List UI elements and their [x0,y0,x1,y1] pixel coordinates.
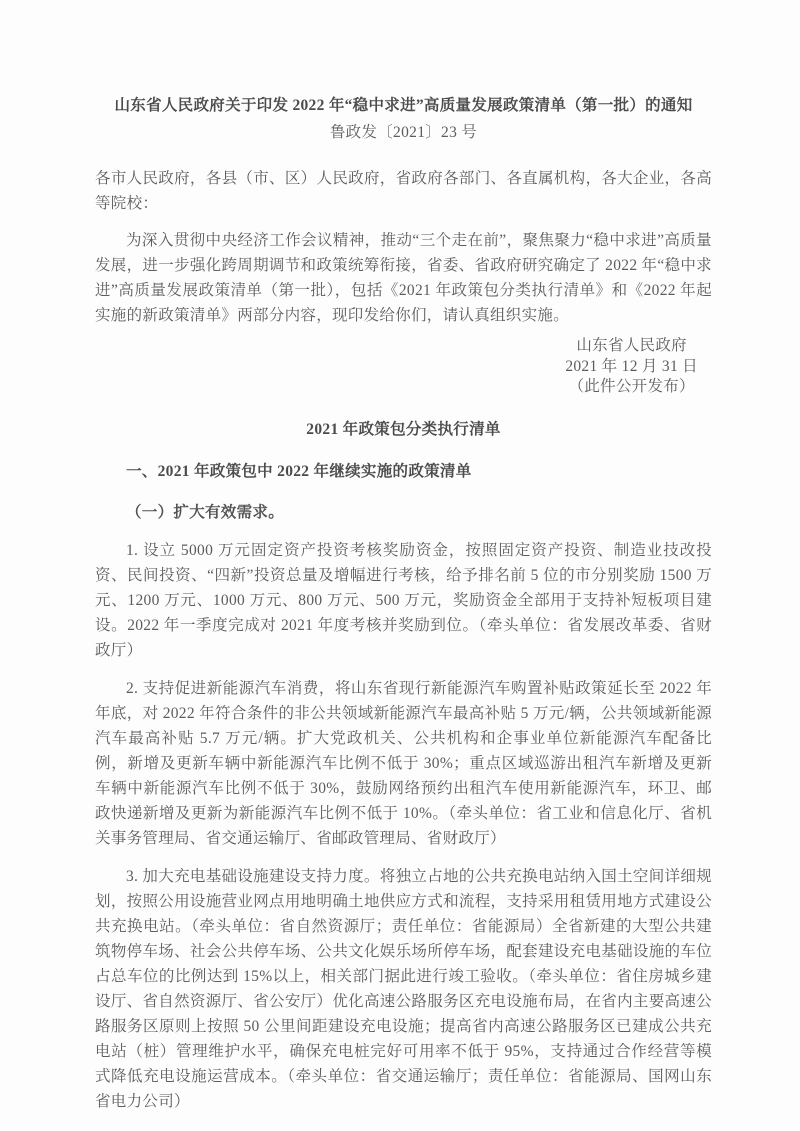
intro-paragraph: 为深入贯彻中央经济工作会议精神，推动“三个走在前”，聚焦聚力“稳中求进”高质量发展，进一步强化跨周期调节和政策统筹衔接，省委、省政府研究确定了 2022 年“稳中求进”高质量发展政策清单（第一批），包括《2021 年政策包分类执行清单》和《2022 年起实施的新政策清单》两部分内容，现印发给你们，请认真组织实施。 [95,232,712,324]
document-content [95,94,712,1114]
policy-item-3: 3. 加大充电基础设施建设支持力度。将独立占地的公共充换电站纳入国土空间详细规划，按照公用设施营业网点用地明确土地供应方式和流程，支持采用租赁用地方式建设公共充换电站。（牵头单位：省自然资源厅；责任单位：省能源局）全省新建的大型公共建筑物停车场、社会公共停车场、公共文化娱乐场所停车场，配套建设充电基础设施的车位占总车位的比例达到 15%以上，相关部门据此进行竣工验收。（牵头单位：省住房城乡建设厅、省自然资源厅、省公安厅）优化高速公路服务区充电设施布局，在省内主要高速公路服务区原则上按照 50 公里间距建设充电设施；提高省内高速公路服务区已建成公共充电站（桩）管理维护水平，确保充电桩完好可用率不低于 95%，支持通过合作经营等模式降低充电设施运营成本。（牵头单位：省交通运输厅；责任单位：省能源局、国网山东省电力公司） [95,867,712,1110]
signature-block [565,336,698,398]
list-title: 2021 年政策包分类执行清单 [306,420,501,438]
document-title: 山东省人民政府关于印发 2022 年“稳中求进”高质量发展政策清单（第一批）的通知 [114,97,693,114]
salutation: 各市人民政府，各县（市、区）人民政府，省政府各部门、各直属机构，各大企业，各高等院校： [95,170,712,212]
signature-date: 2021 年 12 月 31 日 [565,357,698,375]
signature-issuer: 山东省人民政府 [576,337,687,354]
policy-item-2: 2. 支持促进新能源汽车消费，将山东省现行新能源汽车购置补贴政策延长至 2022 年年底，对 2022 年符合条件的非公共领域新能源汽车最高补贴 5 万元/辆，公共领域新能源汽车最高补贴 5.7 万元/辆。扩大党政机关、公共机构和企事业单位新能源汽车配备比例，新增及更新车辆中新能源汽车比例不低于 30%；重点区域巡游出租汽车新增及更新车辆中新能源汽车比例不低于 30%，鼓励网络预约出租汽车使用新能源汽车，环卫、邮政快递新增及更新为新能源汽车比例不低于 10%。（牵头单位：省工业和信息化厅、省机关事务管理局、省交通运输厅、省邮政管理局、省财政厅） [95,679,712,847]
section-heading: 一、2021 年政策包中 2022 年继续实施的政策清单 [126,462,472,480]
policy-item-1: 1. 设立 5000 万元固定资产投资考核奖励资金，按照固定资产投资、制造业技改投资、民间投资、“四新”投资总量及增幅进行考核，给予排名前 5 位的市分别奖励 1500 万元、1200 万元、1000 万元、800 万元、500 万元，奖励资金全部用于支持补短板项目建设。2022 年一季度完成对 2021 年度考核并奖励到位。（牵头单位：省发展改革委、省财政厅） [95,541,712,659]
signature-note: （此件公开发布） [568,378,695,395]
subsection-heading: （一）扩大有效需求。 [126,503,285,521]
document-number: 鲁政发〔2021〕23 号 [329,124,478,141]
